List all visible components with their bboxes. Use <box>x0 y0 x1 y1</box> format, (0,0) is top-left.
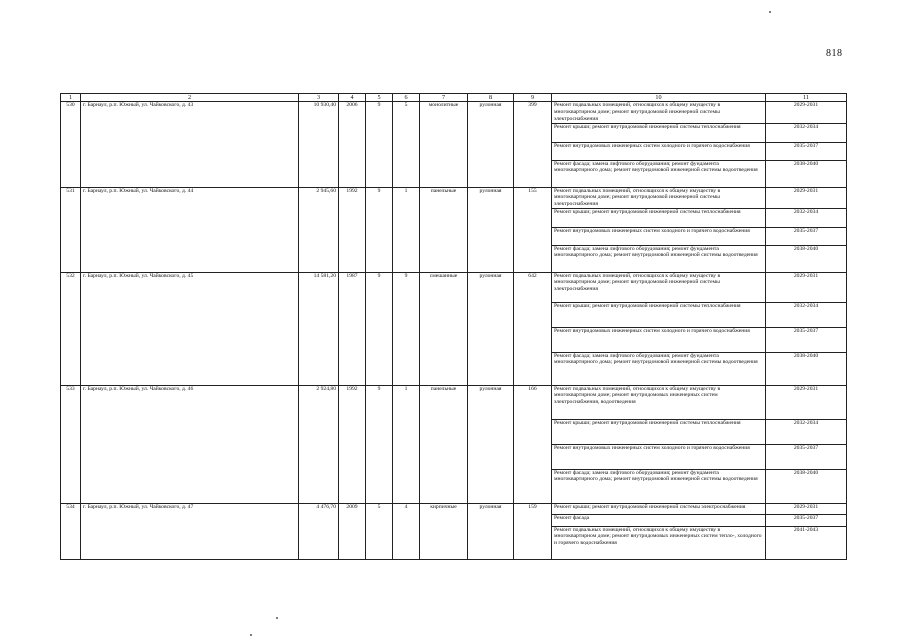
roof-type-cell: рулонная <box>468 385 514 503</box>
row-number: 533 <box>61 385 81 503</box>
table-row <box>61 187 847 208</box>
work-description-cell: Ремонт подвальных помещений, относящихся к общему имуществу в многоквартирном доме; ремонт внутридомовой инженерной системы электроснабжения <box>552 102 766 123</box>
table-row <box>61 102 847 123</box>
work-period-cell: 2029-2031 <box>766 187 847 208</box>
wall-material-cell: панельные <box>420 385 468 503</box>
area-cell: 2 924,80 <box>299 385 339 503</box>
work-description-cell: Ремонт фасада; замена лифтового оборудования; ремонт фундамента многоквартирного дома; ремонт внутридомовой инженерной системы водоотведения <box>552 352 766 385</box>
floors-cell: 9 <box>366 272 393 385</box>
work-period-cell: 2035-2037 <box>766 227 847 245</box>
wall-material-cell: кирпичные <box>420 503 468 559</box>
work-description-cell: Ремонт крыши; ремонт внутридомовой инженерной системы теплоснабжения <box>552 302 766 327</box>
work-description-cell: Ремонт крыши; ремонт внутридомовой инженерной системы теплоснабжения <box>552 419 766 444</box>
entrances-cell: 5 <box>393 102 420 187</box>
roof-type-cell: рулонная <box>468 102 514 187</box>
header-cell: 2 <box>81 94 299 102</box>
work-period-cell: 2029-2031 <box>766 385 847 419</box>
header-cell: 5 <box>366 94 393 102</box>
entrances-cell: 1 <box>393 187 420 272</box>
residents-cell: 159 <box>514 503 552 559</box>
year-built-cell: 2009 <box>339 503 366 559</box>
work-description-cell: Ремонт крыши; ремонт внутридомовой инженерной системы электроснабжения <box>552 503 766 514</box>
scan-speck <box>276 617 278 619</box>
header-cell: 10 <box>552 94 766 102</box>
area-cell: 10 930,40 <box>299 102 339 187</box>
page-number: 818 <box>826 48 843 59</box>
header-cell: 1 <box>61 94 81 102</box>
year-built-cell: 2006 <box>339 102 366 187</box>
wall-material-cell: панельные <box>420 187 468 272</box>
header-cell: 6 <box>393 94 420 102</box>
area-cell: 14 581,20 <box>299 272 339 385</box>
work-description-cell: Ремонт крыши; ремонт внутридомовой инженерной системы теплоснабжения <box>552 208 766 227</box>
work-period-cell: 2029-2031 <box>766 503 847 514</box>
header-cell: 3 <box>299 94 339 102</box>
work-description-cell: Ремонт фасада; замена лифтового оборудования; ремонт фундамента многоквартирного дома; ремонт внутридомовой инженерной системы водоотведения <box>552 245 766 272</box>
work-description-cell: Ремонт фасада; замена лифтового оборудования; ремонт фундамента многоквартирного дома; ремонт внутридомовой инженерной системы водоотведения <box>552 160 766 187</box>
floors-cell: 5 <box>366 503 393 559</box>
entrances-cell: 4 <box>393 503 420 559</box>
header-cell: 11 <box>766 94 847 102</box>
work-period-cell: 2038-2040 <box>766 245 847 272</box>
residents-cell: 166 <box>514 385 552 503</box>
roof-type-cell: рулонная <box>468 503 514 559</box>
table-row <box>61 385 847 419</box>
work-period-cell: 2029-2031 <box>766 272 847 302</box>
area-cell: 4 476,70 <box>299 503 339 559</box>
entrances-cell: 9 <box>393 272 420 385</box>
roof-type-cell: рулонная <box>468 272 514 385</box>
header-cell: 7 <box>420 94 468 102</box>
work-period-cell: 2038-2040 <box>766 352 847 385</box>
header-cell: 4 <box>339 94 366 102</box>
header-cell: 9 <box>514 94 552 102</box>
work-period-cell: 2032-2034 <box>766 302 847 327</box>
row-number: 531 <box>61 187 81 272</box>
residents-cell: 399 <box>514 102 552 187</box>
work-period-cell: 2041-2043 <box>766 526 847 559</box>
capital-repair-table <box>60 93 847 560</box>
work-description-cell: Ремонт подвальных помещений, относящихся к общему имуществу в многоквартирном доме; ремонт внутридомовых инженерных систем электроснабжения, водоотведения <box>552 385 766 419</box>
header-row <box>61 94 847 102</box>
work-description-cell: Ремонт крыши; ремонт внутридомовой инженерной системы теплоснабжения <box>552 123 766 142</box>
address-cell: г. Барнаул, р.п. Южный, ул. Чайковского, д. 47 <box>81 503 299 559</box>
year-built-cell: 1987 <box>339 272 366 385</box>
row-number: 530 <box>61 102 81 187</box>
header-cell: 8 <box>468 94 514 102</box>
work-period-cell: 2035-2037 <box>766 327 847 352</box>
work-period-cell: 2035-2037 <box>766 444 847 469</box>
entrances-cell: 1 <box>393 385 420 503</box>
residents-cell: 642 <box>514 272 552 385</box>
work-period-cell: 2038-2040 <box>766 469 847 503</box>
floors-cell: 9 <box>366 187 393 272</box>
area-cell: 2 945,60 <box>299 187 339 272</box>
work-description-cell: Ремонт подвальных помещений, относящихся к общему имуществу в многоквартирном доме; ремонт внутридомовой инженерной системы электроснабжения <box>552 187 766 208</box>
work-period-cell: 2032-2034 <box>766 419 847 444</box>
work-description-cell: Ремонт подвальных помещений, относящихся к общему имуществу в многоквартирном доме; ремонт внутридомовых инженерных систем тепло-, холодного и горячего водоснабжения <box>552 526 766 559</box>
scan-speck <box>769 11 771 13</box>
row-number: 532 <box>61 272 81 385</box>
wall-material-cell: монолитные <box>420 102 468 187</box>
roof-type-cell: рулонная <box>468 187 514 272</box>
address-cell: г. Барнаул, р.п. Южный, ул. Чайковского, д. 43 <box>81 102 299 187</box>
work-description-cell: Ремонт фасада; замена лифтового оборудования; ремонт фундамента многоквартирного дома; ремонт внутридомовой инженерной системы водоотведения <box>552 469 766 503</box>
year-built-cell: 1992 <box>339 385 366 503</box>
work-period-cell: 2035-2037 <box>766 514 847 526</box>
work-period-cell: 2029-2031 <box>766 102 847 123</box>
work-description-cell: Ремонт фасада <box>552 514 766 526</box>
scan-speck <box>250 634 252 636</box>
work-period-cell: 2038-2040 <box>766 160 847 187</box>
work-description-cell: Ремонт внутридомовых инженерных систем холодного и горячего водоснабжения <box>552 142 766 160</box>
table-row <box>61 272 847 302</box>
table-row <box>61 503 847 514</box>
work-period-cell: 2032-2034 <box>766 208 847 227</box>
work-description-cell: Ремонт внутридомовых инженерных систем холодного и горячего водоснабжения <box>552 327 766 352</box>
year-built-cell: 1992 <box>339 187 366 272</box>
address-cell: г. Барнаул, р.п. Южный, ул. Чайковского, д. 45 <box>81 272 299 385</box>
row-number: 534 <box>61 503 81 559</box>
floors-cell: 9 <box>366 385 393 503</box>
work-period-cell: 2032-2034 <box>766 123 847 142</box>
work-description-cell: Ремонт внутридомовых инженерных систем холодного и горячего водоснабжения <box>552 444 766 469</box>
address-cell: г. Барнаул, р.п. Южный, ул. Чайковского, д. 44 <box>81 187 299 272</box>
address-cell: г. Барнаул, р.п. Южный, ул. Чайковского, д. 46 <box>81 385 299 503</box>
residents-cell: 155 <box>514 187 552 272</box>
floors-cell: 9 <box>366 102 393 187</box>
work-period-cell: 2035-2037 <box>766 142 847 160</box>
wall-material-cell: смешанные <box>420 272 468 385</box>
work-description-cell: Ремонт подвальных помещений, относящихся к общему имуществу в многоквартирном доме; ремонт внутридомовой инженерной системы электроснабжения <box>552 272 766 302</box>
work-description-cell: Ремонт внутридомовых инженерных систем холодного и горячего водоснабжения <box>552 227 766 245</box>
